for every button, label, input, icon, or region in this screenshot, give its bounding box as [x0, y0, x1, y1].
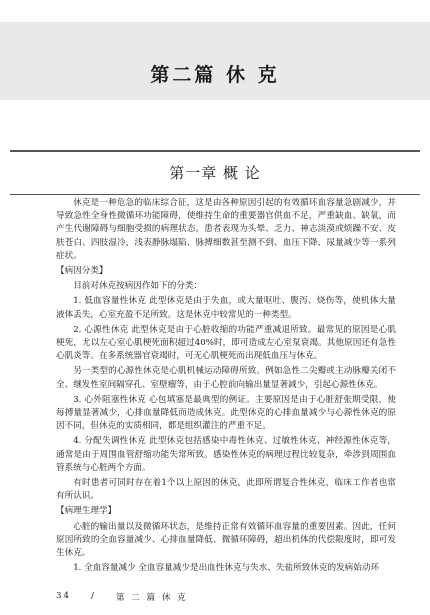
page-footer [56, 591, 396, 603]
section-heading: 【病理生理学】 [56, 506, 117, 517]
body-paragraph: 1. 低血容量性休克 此型休克是由于失血，或大量呕吐、腹泻、烧伤等，使机体大量液体丢失，心室充盈不足所致。这是休克中较常见的一种类型。 [56, 296, 396, 320]
page-number: 34 [56, 591, 71, 601]
part-title: 第二篇 休 克 [150, 64, 280, 86]
body-text [56, 197, 396, 577]
body-paragraph: 另一类型的心源性休克是心肌机械运动障碍所致。例如急性二尖瓣或主动脉瓣关闭不全、继发性室间隔穿孔、室壁瘤等，由于心腔前向输出量显著减少，引起心源性休克。 [56, 366, 396, 390]
body-paragraph: 目前对休克按病因作如下的分类： [73, 281, 203, 292]
footer-separator: / [90, 591, 96, 601]
running-title: 第 二 篇 休 克 [115, 593, 188, 603]
body-paragraph: 有时患者可同时存在着1个以上原因的休克，此即所谓复合性休克，临床工作者也常有所认识。 [56, 478, 396, 502]
chapter-title: 第一章 概 论 [169, 164, 261, 182]
body-paragraph: 心脏的输出量以及微循环状态，是维持正常有效循环血容量的重要因素。因此，任何原因所致的全血容量减少、心排血量降低、微循环障碍，超出机体的代偿限度时，即可发生休克。 [56, 521, 396, 559]
body-paragraph: 2. 心源性休克 此型休克是由于心脏收缩的功能严重减退所致。最常见的原因是心肌梗死，尤以左心室心肌梗死面积超过40%时，即可造成左心室泵衰竭。其他原因还有急性心肌炎等。在多系统器官衰竭时，可无心肌梗死而出现低血压与休克。 [56, 324, 396, 362]
body-paragraph: 1. 全血容量减少 全血容量减少是出血性休克与失水、失盐所致休克的发病始动环 [73, 563, 380, 574]
body-paragraph: 3. 心外阻塞性休克 心包填塞是最典型的例证。主要原因是由于心脏舒张期受限，使每搏量显著减少，心排血量降低而造成休克。此型休克的心排血量减少与心源性休克的原因不同，但休克的实质相同，都是组织灌注的严重不足。 [56, 394, 396, 432]
section-heading: 【病因分类】 [56, 266, 108, 277]
body-paragraph: 4. 分配失调性休克 此型休克包括感染中毒性休克、过敏性休克、神经源性休克等，通常是由于周围血管舒缩功能失常所致。感染性休克的病理过程比较复杂，牵涉到周围血管系统与心脏两个方面。 [56, 436, 396, 473]
body-paragraph: 休克是一种危急的临床综合征，这是由各种原因引起的有效循环血容量急剧减少，并导致急性全身性微循环功能障碍，使维持生命的重要器官供血不足，严重缺血、缺氧，而产生代谢障碍与细胞受损的病理状态。患者表现为头晕、乏力、神志淡漠或烦躁不安、皮肤苍白、四肢湿冷，浅表静脉塌陷、脉搏细数甚至测不到、血压下降、尿量减少等一系列症状。 [56, 198, 396, 261]
